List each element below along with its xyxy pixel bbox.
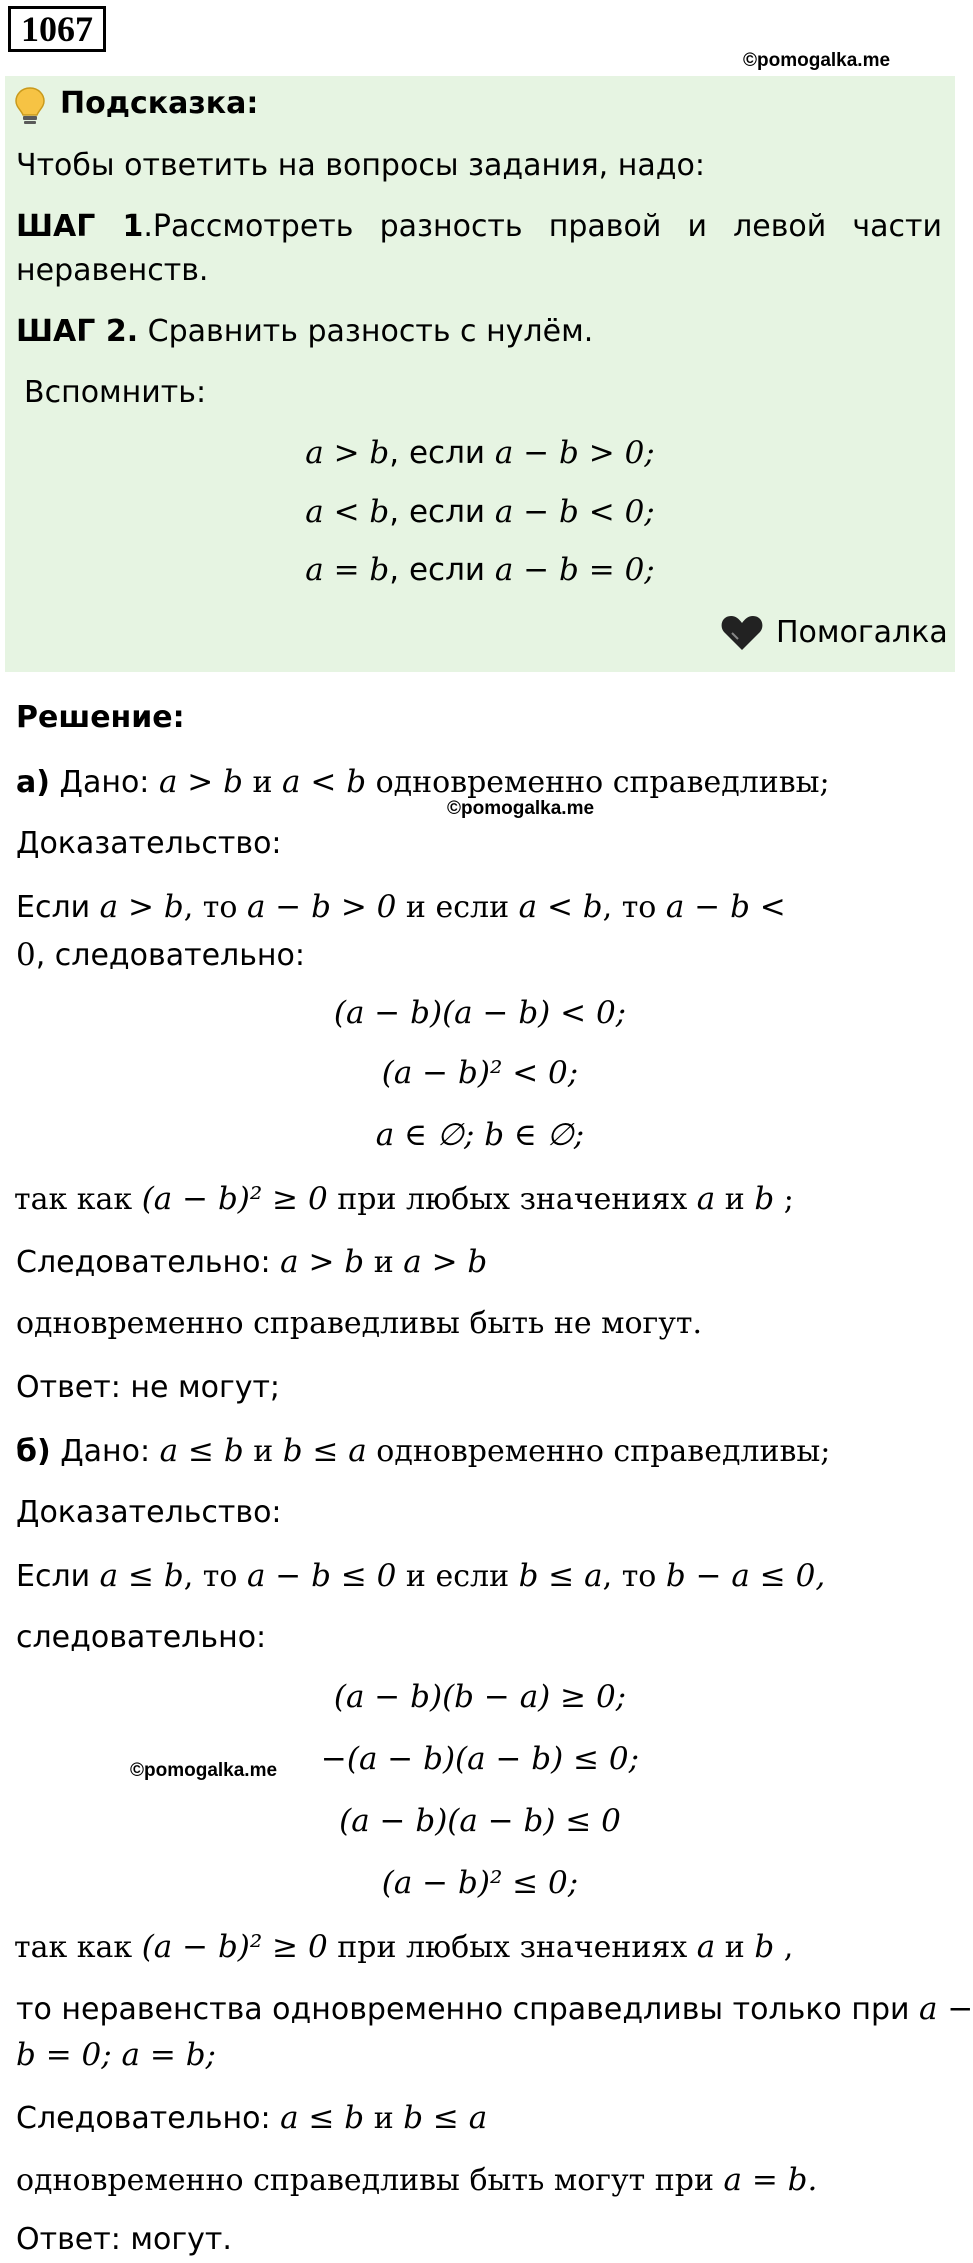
part-a-conclusion-text: одновременно справедливы быть не могут.	[16, 1306, 703, 1341]
part-a-proof: Доказательство:	[16, 826, 282, 861]
hint-step1-cont: неравенств.	[16, 253, 209, 288]
part-b-if-line: Если a ≤ b, то a − b ≤ 0 и если b ≤ a, то b − a ≤ 0,	[16, 1558, 826, 1594]
part-a-conclusion: Следовательно: a > b и a > b	[16, 1244, 488, 1280]
part-a-formula-2: (a − b)² < 0;	[381, 1055, 579, 1091]
solution-heading: Решение:	[16, 700, 185, 735]
part-b-given: б) Дано: a ≤ b и b ≤ a одновременно справедливы;	[16, 1433, 831, 1469]
part-b-formula-2: −(a − b)(a − b) ≤ 0;	[320, 1741, 640, 1777]
part-b-formula-1: (a − b)(b − a) ≥ 0;	[333, 1679, 627, 1715]
part-b-formula-4: (a − b)² ≤ 0;	[381, 1865, 579, 1901]
hint-step2	[16, 314, 593, 350]
part-a-since: так как (a − b)² ≥ 0 при любых значениях a и b ;	[14, 1181, 794, 1217]
rule-1: a > b, если a − b > 0;	[305, 435, 655, 471]
hint-brand: Помогалка	[776, 615, 948, 650]
heart-icon	[720, 614, 764, 656]
part-b-proof: Доказательство:	[16, 1495, 282, 1530]
watermark: ©pomogalka.me	[447, 798, 595, 819]
part-b-only-line: то неравенства одновременно справедливы только при a −	[16, 1991, 973, 2027]
rule-2: a < b, если a − b < 0;	[305, 494, 655, 530]
part-b-conclusion: Следовательно: a ≤ b и b ≤ a	[16, 2100, 488, 2136]
part-a-if-line: Если a > b, то a − b > 0 и если a < b, то a − b <	[16, 889, 786, 925]
part-a-formula-1: (a − b)(a − b) < 0;	[333, 995, 627, 1031]
hint-title: Подсказка:	[60, 86, 259, 121]
watermark: ©pomogalka.me	[743, 50, 891, 71]
task-number: 1067	[8, 6, 106, 52]
rule-3: a = b, если a − b = 0;	[305, 552, 655, 588]
part-b-formula-3: (a − b)(a − b) ≤ 0	[339, 1803, 621, 1839]
step1-text: .Рассмотреть разность правой и левой части	[143, 209, 942, 244]
part-a-answer: Ответ: не могут;	[16, 1370, 281, 1405]
hint-step1	[16, 209, 942, 245]
part-a-given: а) Дано: a > b и a < b одновременно справедливы;	[16, 764, 830, 800]
part-b-since: так как (a − b)² ≥ 0 при любых значениях a и b ,	[14, 1929, 794, 1965]
lightbulb-icon	[14, 86, 46, 130]
watermark: ©pomogalka.me	[130, 1760, 278, 1781]
step2-text: Сравнить разность с нулём.	[138, 314, 594, 349]
part-b-hence: следовательно:	[16, 1620, 267, 1655]
part-b-answer: Ответ: могут.	[16, 2222, 232, 2257]
part-a-if-line2: 0, следовательно:	[16, 937, 305, 973]
hint-intro: Чтобы ответить на вопросы задания, надо:	[16, 148, 705, 183]
part-b-only-line2: b = 0; a = b;	[16, 2037, 217, 2073]
part-a-formula-3: a ∈ ∅; b ∈ ∅;	[375, 1117, 585, 1153]
part-b-conclusion-text: одновременно справедливы быть могут при a = b.	[16, 2162, 818, 2198]
step2-label: ШАГ 2.	[16, 314, 139, 349]
step1-label: ШАГ 1	[16, 209, 144, 244]
hint-remember: Вспомнить:	[24, 375, 207, 410]
